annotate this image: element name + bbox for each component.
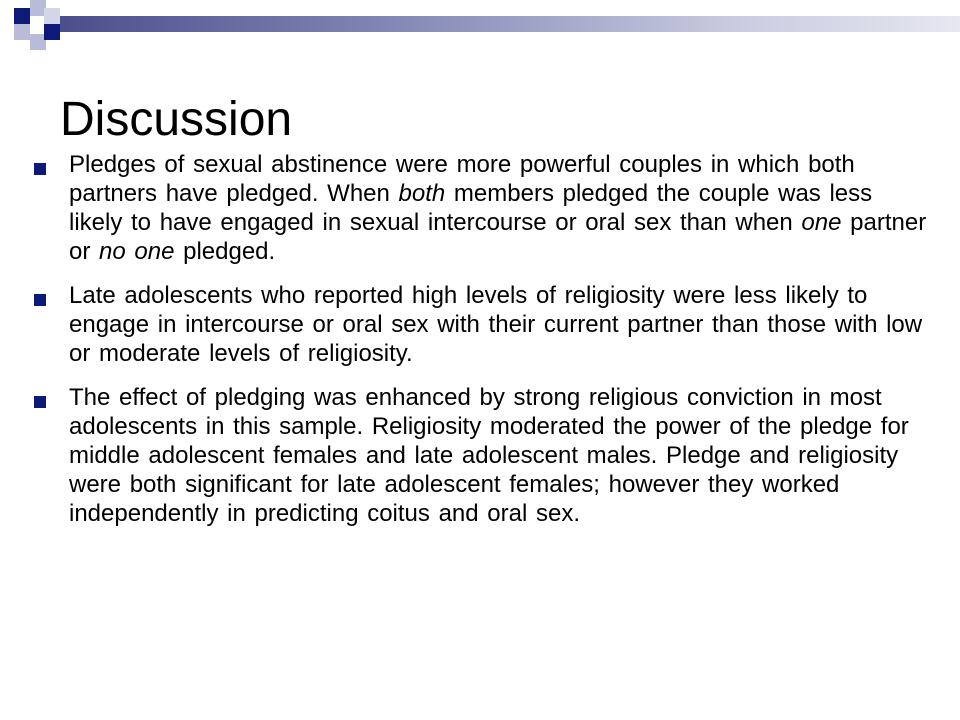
text-segment: pledged. <box>174 238 276 265</box>
bullet-list <box>34 150 934 543</box>
slide-title: Discussion <box>60 93 293 146</box>
square-bullet-icon <box>34 396 46 408</box>
deco-square-lavender-1 <box>14 24 30 40</box>
square-bullet-icon <box>34 163 46 175</box>
text-segment: Pledges of sexual abstinence were more powerful couples in which both partners have pledged. When <box>69 151 855 207</box>
bullet-item <box>34 150 934 266</box>
text-segment: partner or <box>69 209 927 265</box>
bullet-text <box>69 383 934 528</box>
square-bullet-icon <box>34 294 46 306</box>
deco-square-lavender-4 <box>44 8 60 24</box>
text-segment: members pledged the couple was less likely to have engaged in sexual intercourse or oral sex than when <box>69 180 873 236</box>
emphasis-text: both <box>398 180 446 207</box>
bullet-item <box>34 383 934 528</box>
deco-square-navy-1 <box>14 8 30 24</box>
text-segment: Late adolescents who reported high levels of religiosity were less likely to engage in intercourse or oral sex with their current partner than those with low or moderate levels of religiosity. <box>69 282 923 367</box>
emphasis-text: no one <box>99 238 175 265</box>
bullet-text <box>69 150 934 266</box>
bullet-text <box>69 281 934 368</box>
header-gradient-bar <box>60 16 960 32</box>
emphasis-text: one <box>801 209 842 236</box>
deco-square-navy-2 <box>44 24 60 40</box>
bullet-item <box>34 281 934 368</box>
text-segment: The effect of pledging was enhanced by strong religious conviction in most adolescents in this sample. Religiosity moderated the power of the pledge for middle adolescent females and late adolescent males. Pledge and religiosity were both significant for late adolescent females; however they worked independently in predicting coitus and oral sex. <box>69 384 909 527</box>
